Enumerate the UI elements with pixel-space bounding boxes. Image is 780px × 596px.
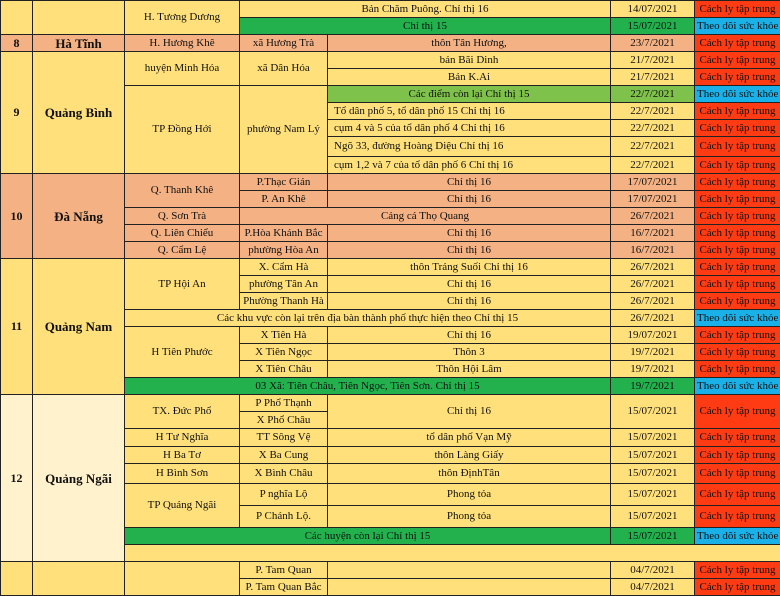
place-cell: thôn Trảng Suối Chỉ thị 16 xyxy=(328,259,611,276)
district-cell: TX. Đức Phổ xyxy=(125,395,240,429)
commune-cell: P. An Khê xyxy=(240,191,328,208)
date-cell: 26/7/2021 xyxy=(611,259,695,276)
status-cell: Cách ly tập trung xyxy=(695,344,780,361)
place-cell: thôn Tân Hương, xyxy=(328,35,611,52)
date-cell: 15/07/2021 xyxy=(611,395,695,429)
commune-cell: P. Tam Quan xyxy=(240,562,328,579)
status-cell: Theo dõi sức khỏe xyxy=(695,18,780,35)
stt-cell: 12 xyxy=(1,395,33,562)
district-cell: huyện Minh Hóa xyxy=(125,52,240,86)
province-cell: Hà Tĩnh xyxy=(33,35,125,52)
district-cell: Q. Liên Chiểu xyxy=(125,225,240,242)
place-cell: cụm 4 và 5 của tổ dân phố 4 Chỉ thị 16 xyxy=(328,120,611,137)
commune-cell: X Tiên Châu xyxy=(240,361,328,378)
status-cell: Cách ly tập trung xyxy=(695,191,780,208)
commune-cell: phường Nam Lý xyxy=(240,86,328,174)
status-cell: Cách ly tập trung xyxy=(695,327,780,344)
date-cell: 26/7/2021 xyxy=(611,276,695,293)
place-cell: bản Bãi Dinh xyxy=(328,52,611,69)
status-cell: Cách ly tập trung xyxy=(695,242,780,259)
province-cell: Quảng Bình xyxy=(33,52,125,174)
date-cell: 17/07/2021 xyxy=(611,174,695,191)
province-cell xyxy=(33,1,125,35)
date-cell: 21/7/2021 xyxy=(611,52,695,69)
province-cell: Đà Nẵng xyxy=(33,174,125,259)
date-cell: 15/07/2021 xyxy=(611,464,695,484)
stt-cell xyxy=(1,1,33,35)
place-cell: Các điểm còn lại Chỉ thị 15 xyxy=(328,86,611,103)
district-cell: Q. Thanh Khê xyxy=(125,174,240,208)
spacer-row xyxy=(125,545,780,562)
place-cell: Bản K.Ai xyxy=(328,69,611,86)
province-cell: Quảng Ngãi xyxy=(33,395,125,562)
date-cell: 21/7/2021 xyxy=(611,69,695,86)
district-cell: H Tư Nghĩa xyxy=(125,429,240,447)
commune-cell: X Bình Châu xyxy=(240,464,328,484)
district-cell: H. Tương Dương xyxy=(125,1,240,35)
stt-cell: 9 xyxy=(1,52,33,174)
status-cell: Cách ly tập trung xyxy=(695,395,780,429)
status-cell: Cách ly tập trung xyxy=(695,35,780,52)
status-cell: Cách ly tập trung xyxy=(695,52,780,69)
status-cell: Cách ly tập trung xyxy=(695,174,780,191)
place-cell: Chỉ thị 16 xyxy=(328,191,611,208)
place-cell: Ngõ 33, đường Hoàng Diệu Chỉ thị 16 xyxy=(328,137,611,157)
status-cell: Theo dõi sức khỏe xyxy=(695,310,780,327)
province-cell: Quảng Nam xyxy=(33,259,125,395)
status-cell: Cách ly tập trung xyxy=(695,1,780,18)
place-cell: Phong tỏa xyxy=(328,506,611,528)
commune-cell: P Phổ Thạnh xyxy=(240,395,328,412)
place-cell: Thôn 3 xyxy=(328,344,611,361)
date-cell: 15/07/2021 xyxy=(611,528,695,545)
district-cell: TP Quảng Ngãi xyxy=(125,484,240,528)
status-cell: Cách ly tập trung xyxy=(695,562,780,579)
commune-cell: phường Tân An xyxy=(240,276,328,293)
date-cell: 19/7/2021 xyxy=(611,378,695,395)
place-cell: Chỉ thị 15 xyxy=(240,18,611,35)
date-cell: 15/07/2021 xyxy=(611,506,695,528)
commune-cell: P. Tam Quan Bắc xyxy=(240,579,328,596)
date-cell: 22/7/2021 xyxy=(611,103,695,120)
commune-cell: P.Thạc Gián xyxy=(240,174,328,191)
status-cell: Cách ly tập trung xyxy=(695,137,780,157)
place-cell: Chỉ thị 16 xyxy=(328,395,611,429)
commune-cell: Phường Thanh Hà xyxy=(240,293,328,310)
date-cell: 15/07/2021 xyxy=(611,447,695,464)
district-cell: Q. Cẩm Lệ xyxy=(125,242,240,259)
status-cell: Theo dõi sức khỏe xyxy=(695,86,780,103)
date-cell: 15/07/2021 xyxy=(611,18,695,35)
date-cell: 26/7/2021 xyxy=(611,310,695,327)
status-cell: Cách ly tập trung xyxy=(695,484,780,506)
place-cell: thôn Làng Giấy xyxy=(328,447,611,464)
date-cell: 15/07/2021 xyxy=(611,429,695,447)
date-cell: 16/7/2021 xyxy=(611,242,695,259)
status-cell: Cách ly tập trung xyxy=(695,259,780,276)
place-cell: Chỉ thị 16 xyxy=(328,293,611,310)
status-cell: Cách ly tập trung xyxy=(695,579,780,596)
place-cell: Thôn Hội Lâm xyxy=(328,361,611,378)
stt-cell: 10 xyxy=(1,174,33,259)
date-cell: 17/07/2021 xyxy=(611,191,695,208)
district-cell: H Bình Sơn xyxy=(125,464,240,484)
commune-cell: X Tiên Hà xyxy=(240,327,328,344)
status-cell: Cách ly tập trung xyxy=(695,361,780,378)
place-cell xyxy=(328,579,611,596)
status-cell: Cách ly tập trung xyxy=(695,293,780,310)
date-cell: 15/07/2021 xyxy=(611,484,695,506)
place-cell xyxy=(328,562,611,579)
date-cell: 14/07/2021 xyxy=(611,1,695,18)
date-cell: 22/7/2021 xyxy=(611,120,695,137)
commune-cell: P.Hòa Khánh Bắc xyxy=(240,225,328,242)
date-cell: 22/7/2021 xyxy=(611,137,695,157)
place-cell: tổ dân phố Vạn Mỹ xyxy=(328,429,611,447)
status-cell: Theo dõi sức khỏe xyxy=(695,528,780,545)
district-cell: TP Đồng Hới xyxy=(125,86,240,174)
status-cell: Cách ly tập trung xyxy=(695,103,780,120)
place-cell: Cảng cá Thọ Quang xyxy=(240,208,611,225)
place-cell: Chỉ thị 16 xyxy=(328,174,611,191)
place-cell: Bản Chăm Puông. Chỉ thị 16 xyxy=(240,1,611,18)
province-cell xyxy=(33,562,125,596)
commune-cell: TT Sông Vệ xyxy=(240,429,328,447)
commune-cell: xã Hương Trà xyxy=(240,35,328,52)
status-cell: Theo dõi sức khỏe xyxy=(695,378,780,395)
district-cell: H Tiên Phước xyxy=(125,327,240,378)
status-cell: Cách ly tập trung xyxy=(695,120,780,137)
commune-cell: phường Hòa An xyxy=(240,242,328,259)
status-cell: Cách ly tập trung xyxy=(695,506,780,528)
place-cell: cụm 1,2 và 7 của tổ dân phố 6 Chỉ thị 16 xyxy=(328,157,611,174)
date-cell: 22/7/2021 xyxy=(611,157,695,174)
date-cell: 19/7/2021 xyxy=(611,361,695,378)
district-cell: Q. Sơn Trà xyxy=(125,208,240,225)
date-cell: 26/7/2021 xyxy=(611,293,695,310)
place-cell: thôn ĐịnhTân xyxy=(328,464,611,484)
district-cell: H. Hương Khê xyxy=(125,35,240,52)
date-cell: 19/07/2021 xyxy=(611,327,695,344)
date-cell: 16/7/2021 xyxy=(611,225,695,242)
commune-cell: X Ba Cung xyxy=(240,447,328,464)
status-cell: Cách ly tập trung xyxy=(695,429,780,447)
place-cell: Chỉ thị 16 xyxy=(328,276,611,293)
date-cell: 23/7/2021 xyxy=(611,35,695,52)
district-cell xyxy=(125,562,240,596)
commune-cell: X Tiên Ngọc xyxy=(240,344,328,361)
status-cell: Cách ly tập trung xyxy=(695,69,780,86)
commune-cell: X. Cẩm Hà xyxy=(240,259,328,276)
place-cell: Các huyện còn lại Chỉ thị 15 xyxy=(125,528,611,545)
commune-cell: P nghĩa Lộ xyxy=(240,484,328,506)
place-cell: Chỉ thị 16 xyxy=(328,225,611,242)
place-cell: Phong tỏa xyxy=(328,484,611,506)
place-cell: Các khu vực còn lại trên địa bàn thành phố thực hiện theo Chỉ thị 15 xyxy=(125,310,611,327)
date-cell: 22/7/2021 xyxy=(611,86,695,103)
date-cell: 04/7/2021 xyxy=(611,579,695,596)
district-cell: TP Hội An xyxy=(125,259,240,310)
stt-cell: 8 xyxy=(1,35,33,52)
place-cell: Chỉ thị 16 xyxy=(328,327,611,344)
status-cell: Cách ly tập trung xyxy=(695,464,780,484)
place-cell: Tổ dân phố 5, tổ dân phố 15 Chỉ thị 16 xyxy=(328,103,611,120)
status-cell: Cách ly tập trung xyxy=(695,208,780,225)
commune-cell: P Chánh Lộ. xyxy=(240,506,328,528)
status-cell: Cách ly tập trung xyxy=(695,447,780,464)
place-cell: 03 Xã: Tiên Châu, Tiên Ngọc, Tiên Sơn. Chỉ thị 15 xyxy=(125,378,611,395)
status-cell: Cách ly tập trung xyxy=(695,276,780,293)
status-cell: Cách ly tập trung xyxy=(695,157,780,174)
place-cell: Chỉ thị 16 xyxy=(328,242,611,259)
date-cell: 04/7/2021 xyxy=(611,562,695,579)
commune-cell: xã Dân Hóa xyxy=(240,52,328,86)
district-cell: H Ba Tơ xyxy=(125,447,240,464)
stt-cell xyxy=(1,562,33,596)
commune-cell: X Phổ Châu xyxy=(240,412,328,429)
date-cell: 19/7/2021 xyxy=(611,344,695,361)
status-cell: Cách ly tập trung xyxy=(695,225,780,242)
stt-cell: 11 xyxy=(1,259,33,395)
date-cell: 26/7/2021 xyxy=(611,208,695,225)
